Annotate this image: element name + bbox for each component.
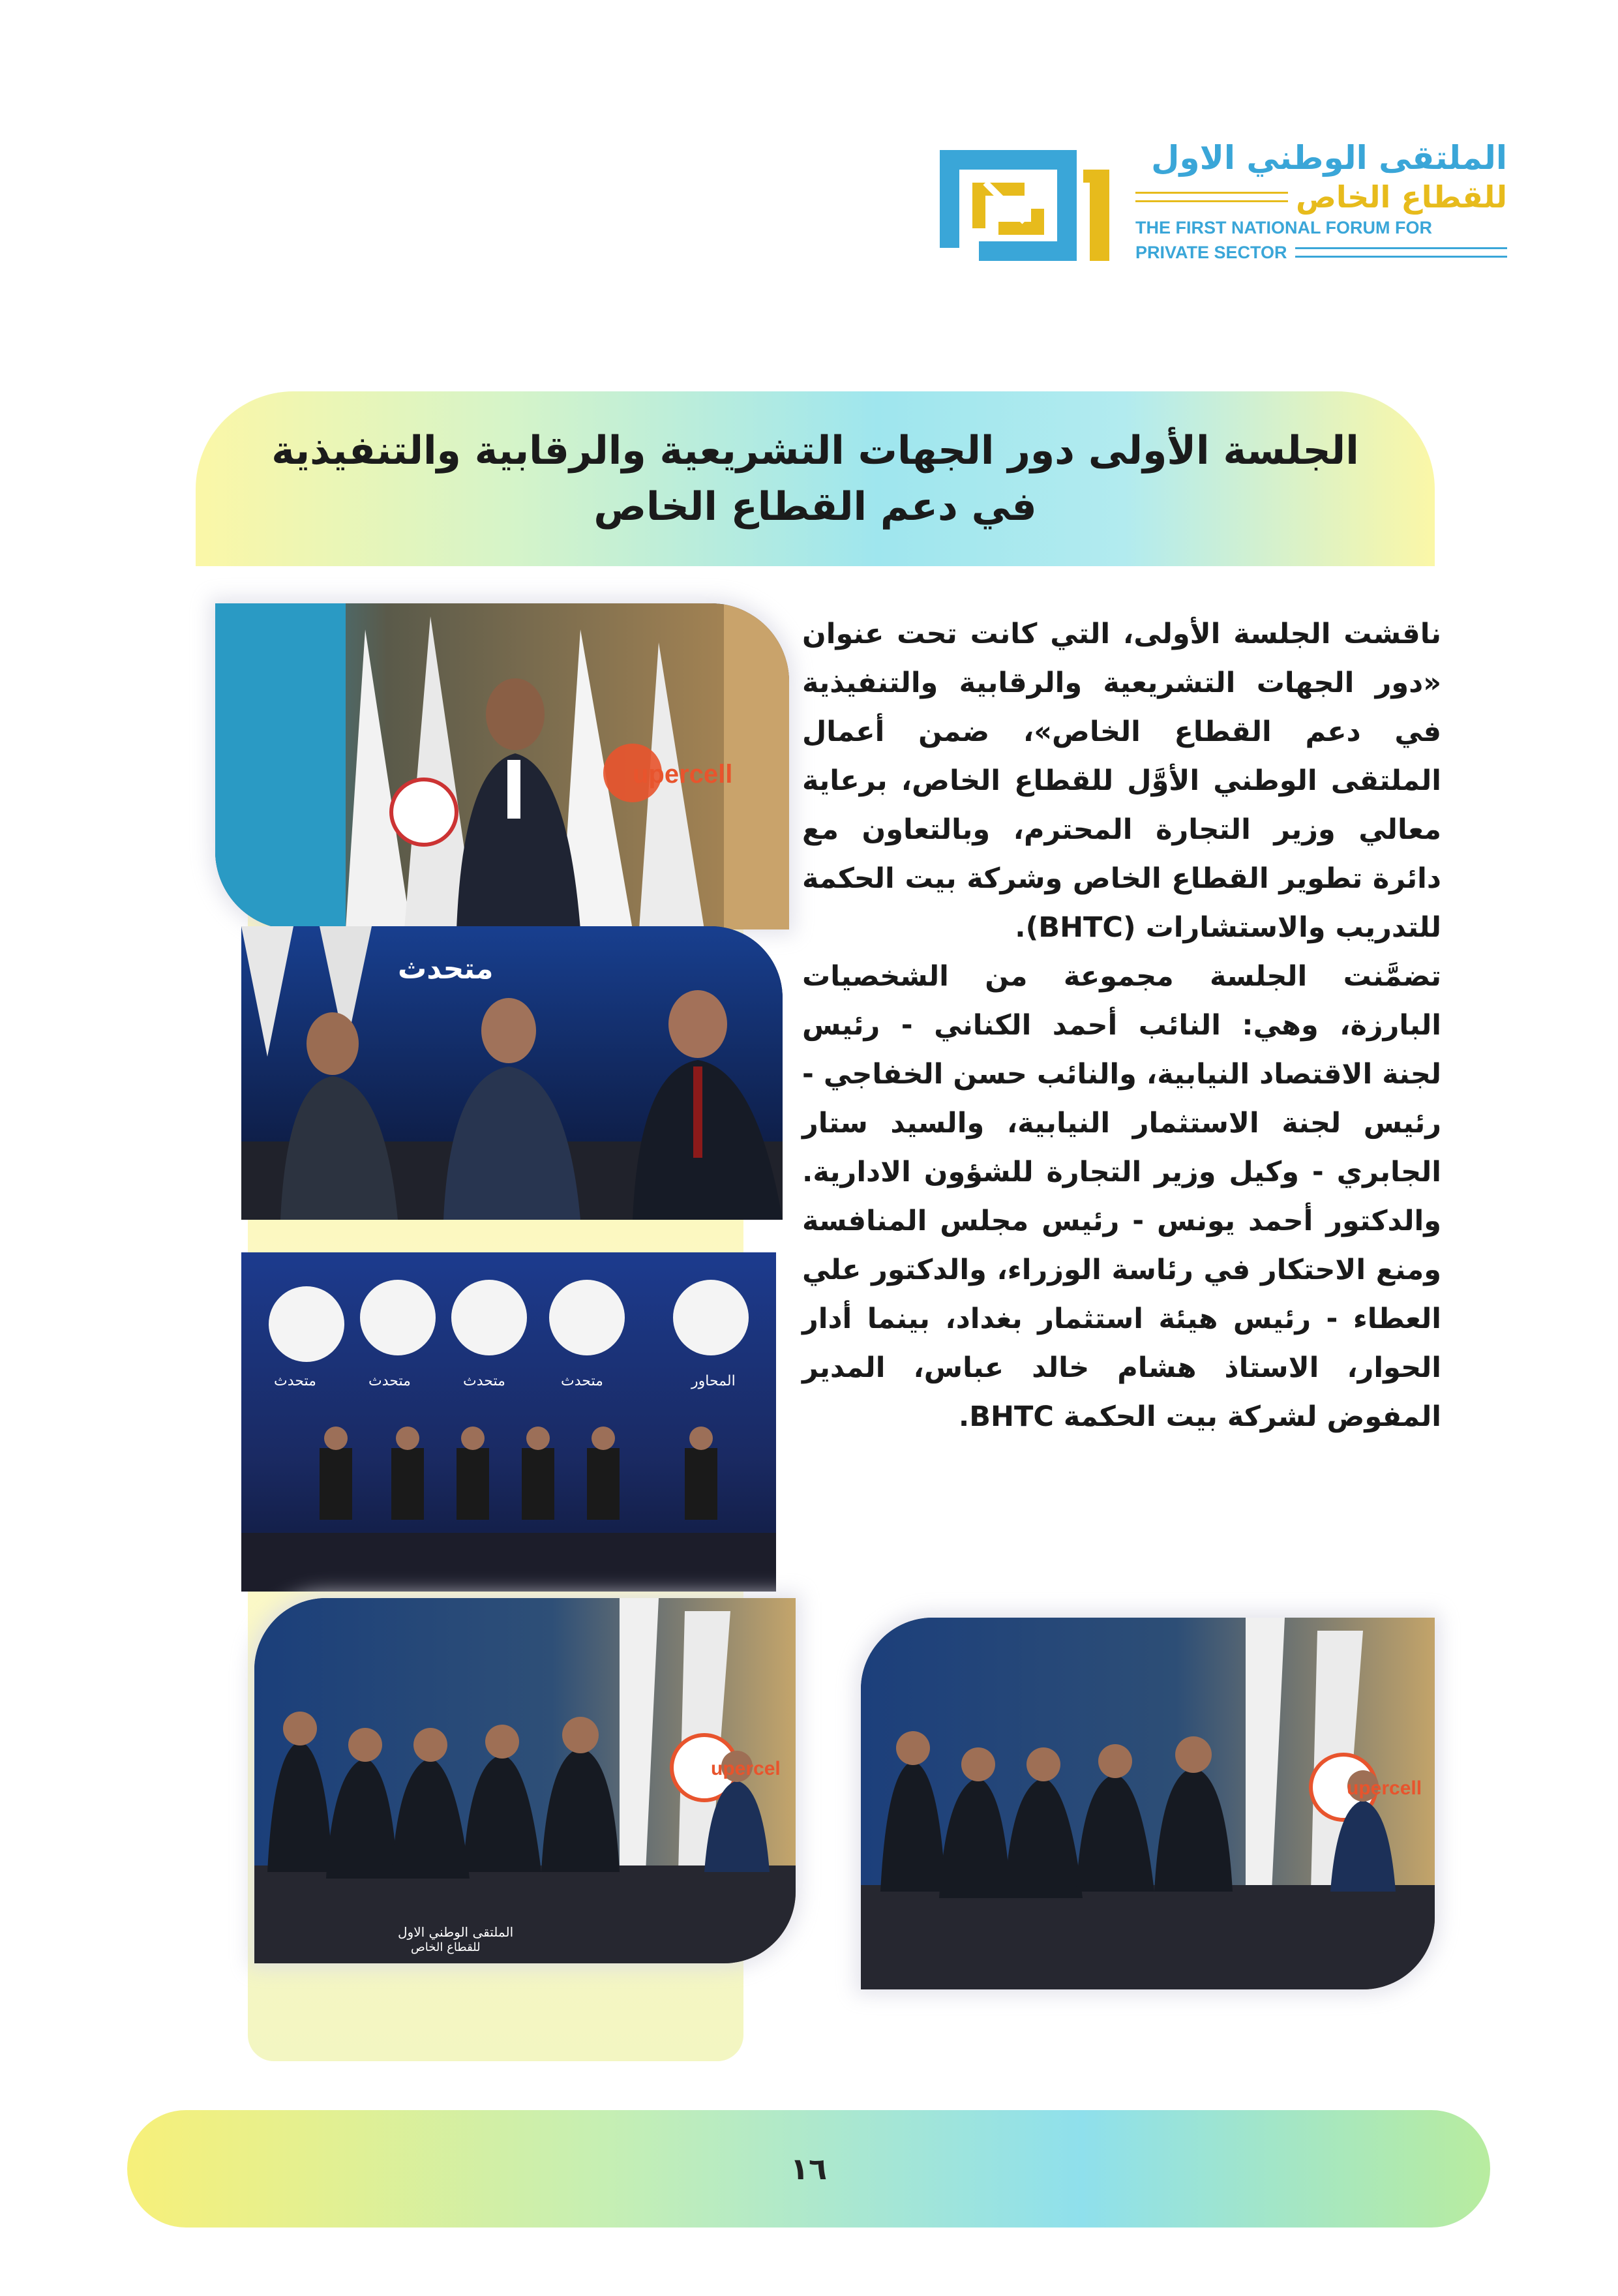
article-body <box>802 610 1441 1442</box>
photo-moderator-speaking <box>215 603 789 929</box>
title-banner <box>196 391 1435 566</box>
photo4-caption-line2: للقطاع الخاص <box>411 1941 481 1954</box>
photo2-signage: متحدث <box>398 952 494 986</box>
logo-arabic-line1: الملتقى الوطني الاول <box>1151 139 1507 177</box>
forum-logo-mark-icon <box>933 144 1116 267</box>
article-paragraph-2: تضمَّنت الجلسة مجموعة من الشخصيات البارزة، وهي: النائب أحمد الكناني - رئيس لجنة الاقتصاد النيابية، والنائب حسن الخفاجي - رئيس لجنة الاستثمار النيابية، والسيد ستار الجابري - وكيل وزير التجارة للشؤون الادارية. والدكتور أحمد يونس - رئيس مجلس المنافسة ومنع الاحتكار في رئاسة الوزراء، والدكتور علي العطاء - رئيس هيئة استثمار بغداد، بينما أدار الحوار، الاستاذ هشام خالد عباس، المدير المفوض لشركة بيت الحكمة BHTC. <box>802 960 1441 1433</box>
photo-full-panel-stage <box>241 1252 776 1592</box>
logo-english-line2: PRIVATE SECTOR <box>1135 243 1287 262</box>
photo3-label-2: متحدث <box>368 1373 411 1389</box>
photo3-label-4: متحدث <box>561 1373 603 1389</box>
logo-divider-en <box>1295 247 1507 258</box>
page-title-line2: في دعم القطاع الخاص <box>593 484 1037 530</box>
photo4-signage: upercel <box>711 1758 781 1779</box>
photo-panel-wide-left <box>254 1598 796 1963</box>
photo3-label-1: متحدث <box>274 1373 316 1389</box>
photo3-label-5: المحاور <box>691 1373 736 1389</box>
article-paragraph-1: ناقشت الجلسة الأولى، التي كانت تحت عنوان «دور الجهات التشريعية والرقابية والتنفيذية في دعم القطاع الخاص»، ضمن أعمال الملتقى الوطني الأوَّل للقطاع الخاص، برعاية معالي وزير التجارة المحترم، وبالتعاون مع دائرة تطوير القطاع الخاص وشركة بيت الحكمة للتدريب والاستشارات (BHTC). <box>802 618 1441 944</box>
page-number: ١٦ <box>790 2151 828 2186</box>
photo-panel-wide-right <box>861 1618 1435 1989</box>
forum-logo <box>933 130 1507 280</box>
page-footer <box>127 2110 1490 2228</box>
photo-panel-closeup <box>241 926 783 1220</box>
page-title-line1: الجلسة الأولى دور الجهات التشريعية والرقابية والتنفيذية <box>271 428 1359 474</box>
photo1-signage: upercell <box>633 760 733 789</box>
photo4-caption-line1: الملتقى الوطني الاول <box>398 1924 514 1940</box>
logo-arabic-line2: للقطاع الخاص <box>1295 179 1507 215</box>
photo3-label-3: متحدث <box>463 1373 505 1389</box>
logo-divider <box>1135 192 1288 202</box>
logo-english-line1: THE FIRST NATIONAL FORUM FOR <box>1135 218 1432 237</box>
photo5-signage: upercell <box>1347 1777 1422 1799</box>
